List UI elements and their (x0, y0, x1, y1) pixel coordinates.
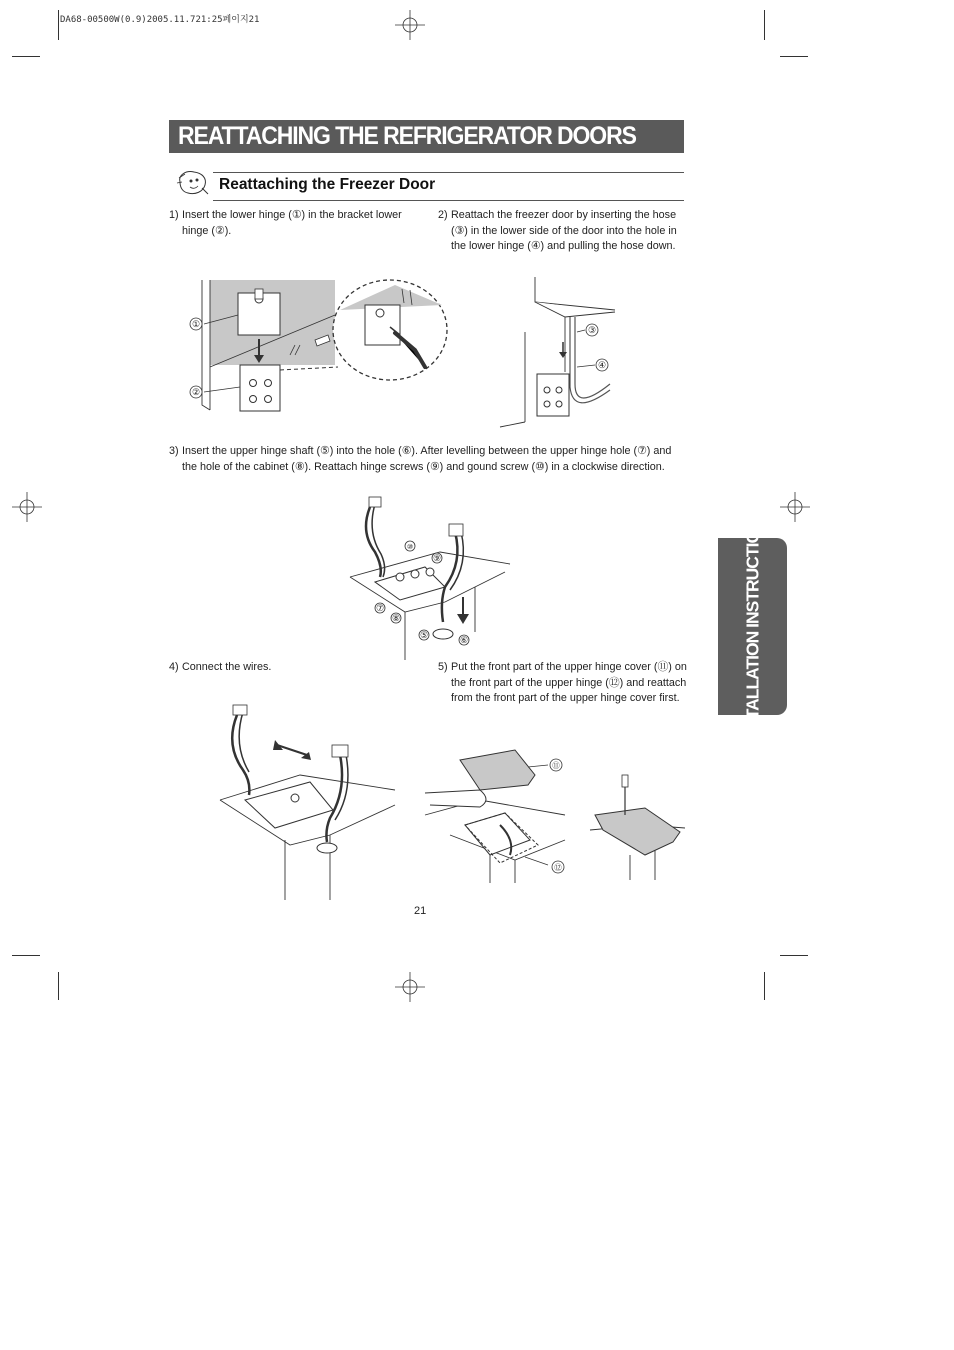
step-number: 4) (169, 661, 179, 673)
callout-2: ② (191, 387, 201, 397)
figure-upper-hinge (345, 492, 515, 662)
page-title: REATTACHING THE REFRIGERATOR DOORS (178, 122, 636, 150)
section-rule (213, 172, 684, 173)
step-1 (169, 208, 414, 239)
crop-mark (780, 955, 808, 956)
callout-1: ① (191, 319, 201, 329)
side-tab-label: INSTALLATION INSTRUCTIONS (742, 508, 762, 745)
registration-target-icon (12, 492, 42, 522)
step-text: Connect the wires. (182, 661, 272, 673)
figure-connect-wires (215, 700, 400, 905)
page-number: 21 (414, 905, 427, 917)
crop-mark (764, 972, 765, 1000)
step-4 (169, 660, 414, 676)
callout-4: ④ (597, 360, 607, 370)
page-title-bar (169, 120, 684, 153)
step-2 (438, 208, 688, 255)
callout-3: ③ (587, 325, 597, 335)
mascot-icon (176, 168, 210, 198)
figure-lower-hinge (180, 275, 455, 430)
callout-6: ⑥ (459, 635, 469, 645)
callout-10: ⑩ (406, 544, 414, 551)
callout-5: ⑤ (419, 630, 429, 640)
step-text: Insert the upper hinge shaft (⑤) into the hole (⑥). After levelling between the upper hinge hole (⑦) and the hole of the cabinet (⑧). Reattach hinge screws (⑨) and gound screw (⑩) in a clockwise direction. (182, 445, 672, 473)
step-number: 5) (438, 661, 448, 673)
crop-mark (780, 56, 808, 57)
step-text: Reattach the freezer door by inserting the hose (③) in the lower side of the door into the hole in the lower hinge (④) and pulling the hose down. (451, 209, 677, 252)
step-text: Insert the lower hinge (①) in the bracket lower hinge (②). (182, 209, 402, 237)
figure-cover-screw (585, 770, 690, 885)
crop-mark (58, 10, 59, 40)
side-tab (718, 508, 787, 745)
figure-hose-insert (495, 272, 620, 432)
crop-mark (12, 56, 40, 57)
callout-11: ⑪ (552, 761, 560, 770)
figure-hinge-cover (420, 745, 570, 885)
step-text: Put the front part of the upper hinge cover (⑪) on the front part of the upper hinge (⑫) and reattach from the front part of the upper hinge cover first. (451, 661, 687, 704)
step-number: 2) (438, 209, 448, 221)
section-rule (213, 200, 684, 201)
callout-9: ⑨ (432, 553, 442, 563)
crop-mark (764, 10, 765, 40)
registration-target-icon (395, 10, 425, 40)
step-number: 1) (169, 209, 179, 221)
crop-mark (12, 955, 40, 956)
callout-8: ⑧ (391, 613, 401, 623)
callout-12: ⑫ (554, 863, 562, 872)
callout-7: ⑦ (375, 603, 385, 613)
crop-mark (58, 972, 59, 1000)
step-5 (438, 660, 690, 707)
step-3 (169, 444, 689, 475)
section-title: Reattaching the Freezer Door (219, 176, 436, 193)
print-header: DA68-00500W(0.9)2005.11.721:25페이지21 (60, 15, 260, 25)
step-number: 3) (169, 445, 179, 457)
registration-target-icon (780, 492, 810, 522)
registration-target-icon (395, 972, 425, 1002)
